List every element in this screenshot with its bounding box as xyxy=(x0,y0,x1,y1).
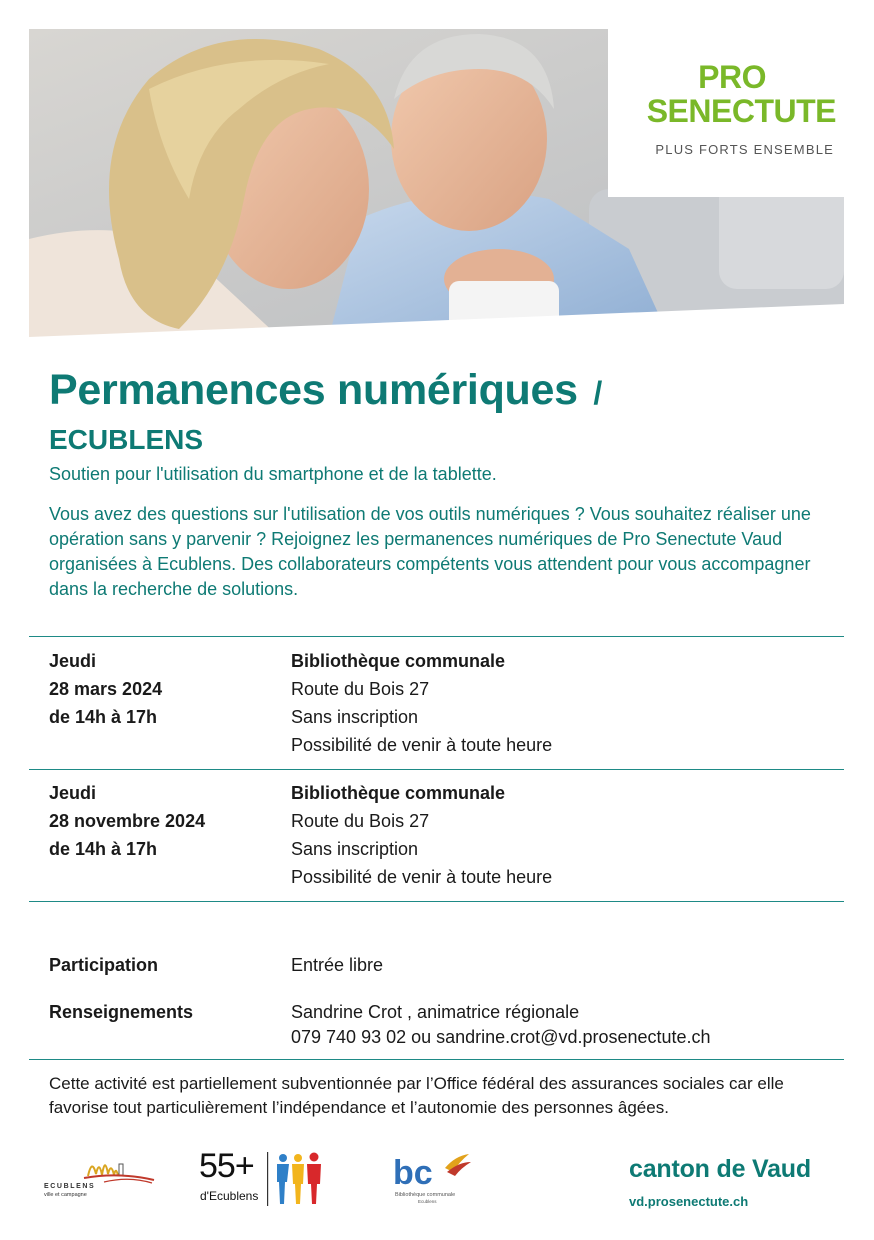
participation-value: Entrée libre xyxy=(291,955,384,975)
contact-name: Sandrine Crot , animatrice régionale xyxy=(291,1002,580,1022)
website-link[interactable]: vd.prosenectute.ch xyxy=(629,1194,749,1209)
logo-pro-text: PRO xyxy=(698,59,766,95)
people-figures-icon xyxy=(266,1150,330,1208)
fifty-plus-figures xyxy=(266,1150,330,1213)
fifty-plus-logo-text: 55+ xyxy=(199,1147,254,1185)
divider xyxy=(29,901,844,902)
divider xyxy=(29,636,844,637)
session-registration: Sans inscription xyxy=(291,839,419,859)
contact-details[interactable]: 079 740 93 02 ou sandrine.crot@vd.prosenectute.ch xyxy=(291,1027,711,1047)
session-place xyxy=(291,779,831,891)
divider xyxy=(29,1059,844,1060)
logo-senectute-text: SENECTUTE xyxy=(646,93,836,129)
contact-label: Renseignements xyxy=(49,1002,194,1022)
session-date xyxy=(49,779,279,863)
session-note: Possibilité de venir à toute heure xyxy=(291,867,553,887)
session-venue: Bibliothèque communale xyxy=(291,651,506,671)
library-subtitle-2: Ecublens xyxy=(418,1199,437,1204)
ecublens-emblem-icon xyxy=(44,1150,156,1184)
session-time: de 14h à 17h xyxy=(49,839,158,859)
title-slash: / xyxy=(593,375,602,411)
library-bc-icon xyxy=(393,1150,473,1192)
title-text: Permanences numériques xyxy=(49,366,578,414)
library-logo xyxy=(393,1150,473,1197)
session-address: Route du Bois 27 xyxy=(291,811,430,831)
session-block-2 xyxy=(0,779,874,899)
session-date-value: 28 mars 2024 xyxy=(49,679,163,699)
session-day: Jeudi xyxy=(49,651,97,671)
session-address: Route du Bois 27 xyxy=(291,679,430,699)
library-subtitle: Bibliothèque communale xyxy=(395,1192,456,1198)
divider xyxy=(29,769,844,770)
canton-de-vaud: canton de Vaud xyxy=(629,1155,811,1183)
intro-paragraph: Vous avez des questions sur l'utilisation de vos outils numériques ? Vous souhaitez réaliser une opération sans y parvenir ? Rejoignez les permanences numériques de Pro Senectute Vaud organisées à Ecublens. Des collaborateurs compétents vous attendent pour vous accompagner dans la recherche de solutions. xyxy=(49,504,811,599)
fifty-plus-subtitle: d'Ecublens xyxy=(200,1189,259,1203)
session-registration: Sans inscription xyxy=(291,707,419,727)
session-place xyxy=(291,647,831,759)
logo-tagline: PLUS FORTS ENSEMBLE xyxy=(655,142,834,157)
session-day: Jeudi xyxy=(49,783,97,803)
page-title xyxy=(49,362,829,421)
ecublens-name: ECUBLENS xyxy=(44,1183,96,1190)
session-venue: Bibliothèque communale xyxy=(291,783,506,803)
participation-label: Participation xyxy=(49,955,159,975)
session-block-1 xyxy=(0,647,874,767)
pro-senectute-logo xyxy=(608,29,844,197)
location-title: ECUBLENS xyxy=(49,424,204,455)
session-note: Possibilité de venir à toute heure xyxy=(291,735,553,755)
session-date-value: 28 novembre 2024 xyxy=(49,811,206,831)
funding-footnote: Cette activité est partiellement subventionnée par l’Office fédéral des assurances sociales car elle favorise tout particulièrement l’indépendance et l’autonomie des personnes âgées. xyxy=(49,1074,784,1117)
lead-text: Soutien pour l'utilisation du smartphone et de la tablette. xyxy=(49,464,497,484)
ecublens-subtitle: ville et campagne xyxy=(44,1192,87,1198)
library-bc-text: bc xyxy=(393,1154,433,1192)
session-time: de 14h à 17h xyxy=(49,707,158,727)
session-date xyxy=(49,647,279,731)
